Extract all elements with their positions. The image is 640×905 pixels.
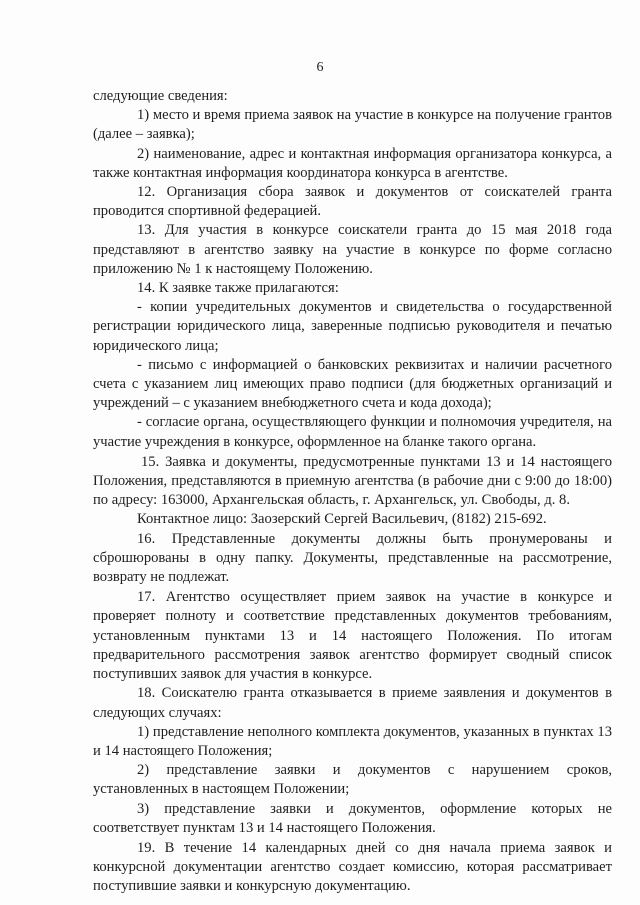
paragraph: 17. Агентство осуществляет прием заявок на участие в конкурсе и проверяет полноту и соответствие представленных документов требованиям, установленным пунктами 13 и 14 настоящего Положения. По итогам предварительного рассмотрения заявок агентство формирует сводный список поступивших заявок для участия в конкурсе. xyxy=(93,589,612,683)
paragraph: - письмо с информацией о банковских реквизитах и наличии расчетного счета с указанием лиц имеющих право подписи (для бюджетных организаций и учреждений – с указанием внебюджетного счета и кода дохода); xyxy=(93,356,612,412)
paragraph: 15. Заявка и документы, предусмотренные пунктами 13 и 14 настоящего Положения, представляются в приемную агентства (в рабочие дни с 9:00 до 18:00) по адресу: 163000, Архангельская область, г. Архангельск, ул. Свободы, д. 8. xyxy=(93,453,612,509)
paragraph: следующие сведения: xyxy=(93,88,228,104)
paragraph: - согласие органа, осуществляющего функции и полномочия учредителя, на участие учреждения в конкурсе, оформленное на бланке такого органа. xyxy=(93,414,612,450)
paragraph: 1) место и время приема заявок на участие в конкурсе на получение грантов (далее – заявка); xyxy=(93,107,612,143)
paragraph: Контактное лицо: Заозерский Сергей Васильевич, (8182) 215-692. xyxy=(137,511,547,528)
paragraph: 19. В течение 14 календарных дней со дня начала приема заявок и конкурсной документации агентство создает комиссию, которая рассматривает поступившие заявки и конкурсную документацию. xyxy=(93,839,612,895)
paragraph: 2) наименование, адрес и контактная информация организатора конкурса, а также контактная информация координатора конкурса в агентстве. xyxy=(93,145,612,181)
paragraph: 12. Организация сбора заявок и документов от соискателей гранта проводится спортивной федерацией. xyxy=(93,184,612,220)
paragraph: 16. Представленные документы должны быть пронумерованы и сброшюрованы в одну папку. Документы, представленные на рассмотрение, возврату не подлежат. xyxy=(93,530,612,586)
paragraph: 1) представление неполного комплекта документов, указанных в пунктах 13 и 14 настоящего Положения; xyxy=(93,723,612,759)
paragraph: 2) представление заявки и документов с нарушением сроков, установленных в настоящем Положении; xyxy=(93,762,612,798)
document-body xyxy=(93,87,612,897)
paragraph: - копии учредительных документов и свидетельства о государственной регистрации юридического лица, заверенные подписью руководителя и печатью юридического лица; xyxy=(93,299,612,354)
paragraph: 13. Для участия в конкурсе соискатели гранта до 15 мая 2018 года представляют в агентство заявку на участие в конкурсе по форме согласно приложению № 1 к настоящему Положению. xyxy=(93,222,612,277)
paragraph: 18. Соискателю гранта отказывается в приеме заявления и документов в следующих случаях: xyxy=(93,685,612,721)
paragraph: 3) представление заявки и документов, оформление которых не соответствует пунктам 13 и 14 настоящего Положения. xyxy=(93,800,612,836)
paragraph: 14. К заявке также прилагаются: xyxy=(137,280,339,297)
page-number: 6 xyxy=(316,60,324,75)
